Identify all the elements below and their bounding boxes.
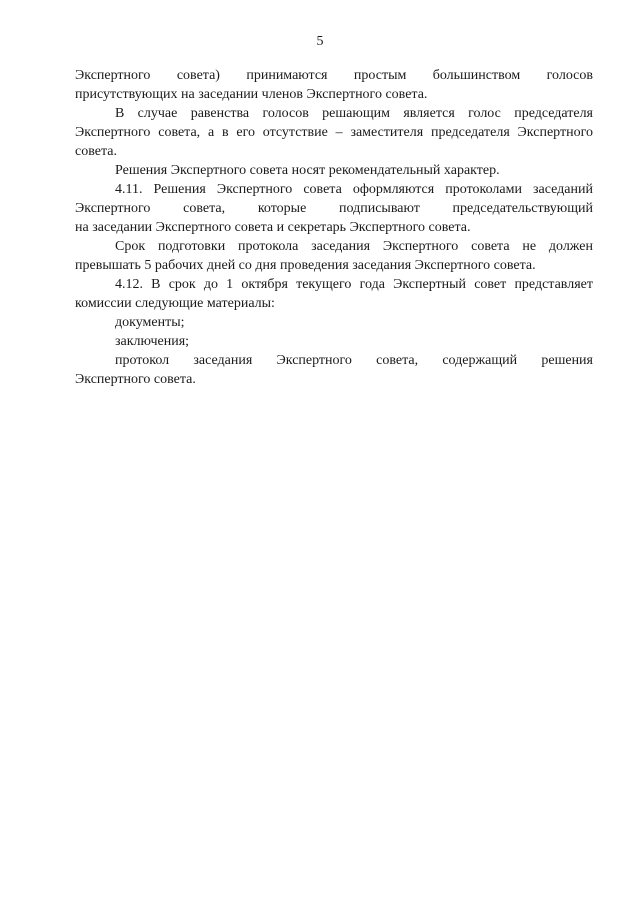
text-line: комиссии следующие материалы: xyxy=(75,296,275,311)
text-line: Экспертного совета. xyxy=(75,372,196,387)
page-number: 5 xyxy=(316,34,324,49)
text-line: Экспертного совета, которые подписывают председательствующий xyxy=(75,201,593,216)
text-line: Срок подготовки протокола заседания Экспертного совета не должен xyxy=(115,239,593,254)
list-item: заключения; xyxy=(115,334,190,349)
text-line: 4.11. Решения Экспертного совета оформляются протоколами заседаний xyxy=(115,182,593,197)
text-line: 4.12. В срок до 1 октября текущего года Экспертный совет представляет xyxy=(115,277,593,292)
document-body xyxy=(75,66,593,389)
text-line: присутствующих на заседании членов Экспертного совета. xyxy=(75,87,428,102)
text-line: совета. xyxy=(75,144,117,159)
text-line: Экспертного совета, а в его отсутствие – заместителя председателя Экспертного xyxy=(75,125,593,140)
text-line: В случае равенства голосов решающим является голос председателя xyxy=(115,106,593,121)
text-line: Экспертного совета) принимаются простым большинством голосов xyxy=(75,68,593,83)
list-item: документы; xyxy=(115,315,185,330)
text-line: на заседании Экспертного совета и секретарь Экспертного совета. xyxy=(75,220,471,235)
text-line: Решения Экспертного совета носят рекомендательный характер. xyxy=(115,163,500,178)
list-item: протокол заседания Экспертного совета, содержащий решения xyxy=(115,353,593,368)
text-line: превышать 5 рабочих дней со дня проведения заседания Экспертного совета. xyxy=(75,258,536,273)
